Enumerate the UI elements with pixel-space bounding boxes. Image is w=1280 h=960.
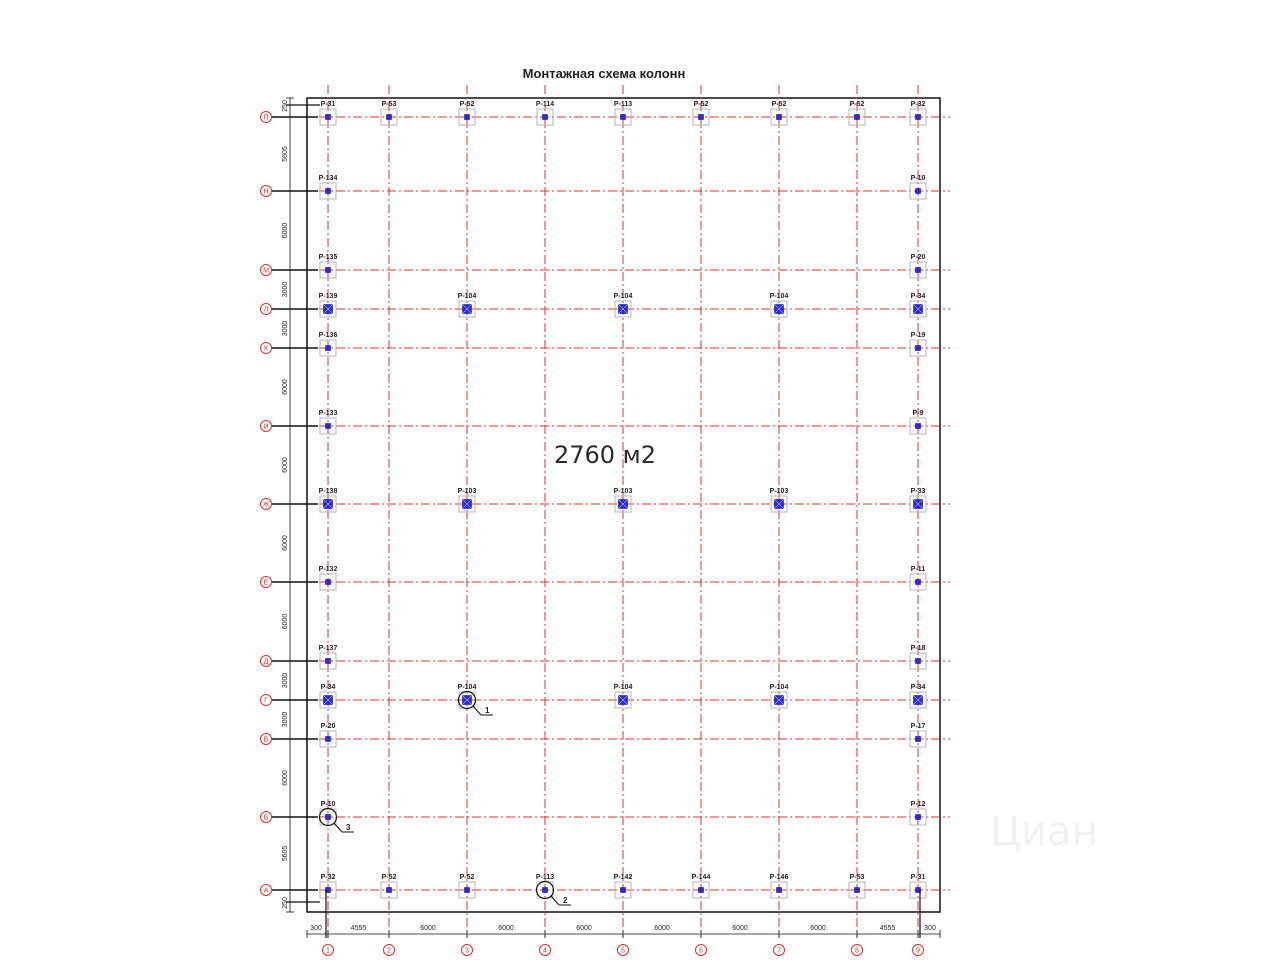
column-label: Р-52 bbox=[459, 101, 475, 108]
column-section bbox=[916, 737, 921, 742]
column-label: Р-34 bbox=[910, 684, 926, 691]
left-dimension-value: 6000 bbox=[282, 457, 289, 473]
column-section bbox=[543, 888, 548, 893]
left-dimension-value: 3000 bbox=[282, 711, 289, 728]
row-axis-label: Б bbox=[263, 814, 269, 822]
column-label: Р-20 bbox=[320, 723, 336, 730]
column-label: Р-104 bbox=[613, 293, 633, 300]
column-label: Р-133 bbox=[318, 410, 338, 417]
column bbox=[910, 293, 926, 317]
column bbox=[910, 488, 926, 512]
column-section bbox=[621, 888, 626, 893]
row-axis-label: И bbox=[263, 423, 269, 431]
left-dimension-value: 3000 bbox=[282, 320, 289, 337]
callout-leader bbox=[551, 896, 559, 905]
column-section bbox=[916, 424, 921, 429]
col-axis-label: 7 bbox=[777, 947, 781, 955]
column-label: Р-52 bbox=[693, 101, 709, 108]
callout-mark: 2 bbox=[563, 896, 568, 905]
column-section bbox=[326, 189, 331, 194]
column-label: Р-34 bbox=[910, 293, 926, 300]
left-dimension-value: 6000 bbox=[282, 535, 289, 551]
column-label: Р-134 bbox=[318, 175, 338, 182]
column bbox=[458, 293, 477, 317]
bottom-dimension-value: 6000 bbox=[654, 925, 670, 932]
column-section bbox=[326, 115, 331, 120]
bottom-dimension-value: 6000 bbox=[810, 925, 826, 932]
column-label: Р-104 bbox=[769, 684, 789, 691]
column-label: Р-20 bbox=[910, 254, 926, 261]
col-axis-label: 9 bbox=[916, 947, 920, 955]
column-section bbox=[387, 115, 392, 120]
left-dimension-value: 6000 bbox=[282, 613, 289, 630]
column-section bbox=[777, 115, 782, 120]
column-section bbox=[699, 888, 704, 893]
column-section bbox=[916, 189, 921, 194]
column-label: Р-142 bbox=[613, 874, 633, 881]
column-label: Р-52 bbox=[771, 101, 787, 108]
row-axis-label: К bbox=[263, 345, 269, 353]
column-label: Р-103 bbox=[613, 488, 633, 495]
column-label: Р-104 bbox=[613, 684, 633, 691]
bottom-dimension-value: 300 bbox=[924, 925, 936, 932]
col-axis-label: 6 bbox=[699, 947, 703, 955]
col-axis-label: 8 bbox=[855, 947, 859, 955]
left-dimension-value: 6000 bbox=[282, 770, 289, 786]
column-section bbox=[465, 115, 470, 120]
callout-mark: 3 bbox=[346, 823, 351, 832]
column-label: Р-12 bbox=[910, 801, 926, 808]
row-axis-label: Н bbox=[263, 188, 269, 196]
column-label: Р-104 bbox=[457, 293, 477, 300]
col-axis-label: 1 bbox=[326, 947, 330, 955]
row-axis-label: М bbox=[263, 267, 269, 275]
row-axis-label: Д bbox=[263, 658, 269, 666]
column-label: Р-104 bbox=[769, 293, 789, 300]
column-section bbox=[699, 115, 704, 120]
column-label: Р-52 bbox=[381, 874, 397, 881]
column-section bbox=[326, 424, 331, 429]
col-axis-label: 4 bbox=[543, 947, 547, 955]
left-dimension-value: 3000 bbox=[282, 672, 289, 689]
column-label: Р-10 bbox=[320, 801, 336, 808]
callout-leader bbox=[473, 706, 481, 715]
column-section bbox=[387, 888, 392, 893]
callout-leader bbox=[334, 823, 342, 832]
column-label: Р-132 bbox=[318, 566, 338, 573]
column-section bbox=[777, 888, 782, 893]
column-label: Р-31 bbox=[320, 101, 336, 108]
column bbox=[770, 684, 789, 708]
column-label: Р-138 bbox=[318, 488, 338, 495]
column-label: Р-114 bbox=[535, 101, 555, 108]
column-section bbox=[916, 815, 921, 820]
column bbox=[614, 488, 633, 512]
column-section bbox=[543, 115, 548, 120]
left-dimension-value: 250 bbox=[282, 897, 289, 909]
column-section bbox=[326, 346, 331, 351]
col-axis-label: 5 bbox=[621, 947, 625, 955]
left-dimension-value: 3000 bbox=[282, 281, 289, 298]
area-label: 2760 м2 bbox=[553, 441, 657, 469]
column-label: Р-10 bbox=[910, 175, 926, 182]
left-dimension-value: 5605 bbox=[282, 146, 289, 162]
column-section bbox=[465, 888, 470, 893]
column-section bbox=[916, 346, 921, 351]
row-axis-label: Е bbox=[263, 579, 269, 587]
column-section bbox=[326, 268, 331, 273]
column-label: Р-103 bbox=[457, 488, 477, 495]
column-section bbox=[916, 580, 921, 585]
column bbox=[320, 684, 336, 708]
bottom-dimension-value: 300 bbox=[310, 925, 322, 932]
column-label: Р-137 bbox=[318, 645, 338, 652]
row-axis-label: П bbox=[263, 114, 269, 122]
column bbox=[770, 293, 789, 317]
row-axis-label: Ж bbox=[262, 501, 270, 509]
column-section bbox=[916, 659, 921, 664]
column-label: Р-103 bbox=[769, 488, 789, 495]
bottom-dimension-value: 6000 bbox=[498, 925, 514, 932]
col-axis-label: 2 bbox=[387, 947, 391, 955]
column-label: Р-9 bbox=[912, 410, 924, 417]
column-label: Р-53 bbox=[381, 101, 397, 108]
column-label: Р-104 bbox=[457, 684, 477, 691]
column bbox=[770, 488, 789, 512]
column-section bbox=[326, 737, 331, 742]
column-label: Р-11 bbox=[910, 566, 926, 573]
column-section bbox=[855, 115, 860, 120]
column-label: Р-32 bbox=[910, 101, 926, 108]
column-section bbox=[326, 815, 331, 820]
column-label: Р-18 bbox=[910, 645, 926, 652]
column-label: Р-52 bbox=[459, 874, 475, 881]
bottom-dimension-value: 4555 bbox=[879, 925, 896, 932]
column-label: Р-139 bbox=[318, 293, 338, 300]
left-dimension-value: 6000 bbox=[282, 379, 289, 395]
bottom-dimension-value: 6000 bbox=[732, 925, 748, 932]
row-axis-label: Г bbox=[264, 697, 268, 705]
column-label: Р-135 bbox=[318, 254, 338, 261]
column-label: Р-17 bbox=[910, 723, 926, 730]
column bbox=[614, 684, 633, 708]
bottom-dimension-value: 4555 bbox=[350, 925, 367, 932]
column-label: Р-52 bbox=[849, 101, 865, 108]
column-label: Р-113 bbox=[535, 874, 555, 881]
bottom-dimension-value: 6000 bbox=[576, 925, 592, 932]
column bbox=[910, 684, 926, 708]
column-label: Р-34 bbox=[320, 684, 336, 691]
column-label: Р-146 bbox=[769, 874, 789, 881]
column-label: Р-19 bbox=[910, 332, 926, 339]
left-dimension-value: 250 bbox=[282, 100, 289, 112]
column-label: Р-144 bbox=[691, 874, 711, 881]
column-section bbox=[855, 888, 860, 893]
left-dimension-value: 6000 bbox=[282, 222, 289, 239]
watermark: Циан bbox=[990, 809, 1098, 855]
callout-mark: 1 bbox=[485, 706, 490, 715]
column-label: Р-113 bbox=[613, 101, 633, 108]
column-label: Р-32 bbox=[320, 874, 336, 881]
column-label: Р-33 bbox=[910, 488, 926, 495]
column bbox=[458, 488, 477, 512]
column-section bbox=[326, 580, 331, 585]
column bbox=[319, 293, 338, 317]
row-axis-label: В bbox=[263, 736, 269, 744]
row-axis-label: А bbox=[263, 887, 269, 895]
column-label: Р-31 bbox=[910, 874, 926, 881]
column-label: Р-136 bbox=[318, 332, 338, 339]
column-label: Р-53 bbox=[849, 874, 865, 881]
drawing-title: Монтажная схема колонн bbox=[522, 66, 686, 81]
column-section bbox=[621, 115, 626, 120]
col-axis-label: 3 bbox=[465, 947, 469, 955]
row-axis-label: Л bbox=[263, 306, 269, 314]
column bbox=[614, 293, 633, 317]
left-dimension-value: 5605 bbox=[282, 845, 289, 862]
bottom-dimension-value: 6000 bbox=[420, 925, 436, 932]
column bbox=[319, 488, 338, 512]
column-section bbox=[326, 659, 331, 664]
column-section bbox=[916, 268, 921, 273]
column-section bbox=[916, 115, 921, 120]
